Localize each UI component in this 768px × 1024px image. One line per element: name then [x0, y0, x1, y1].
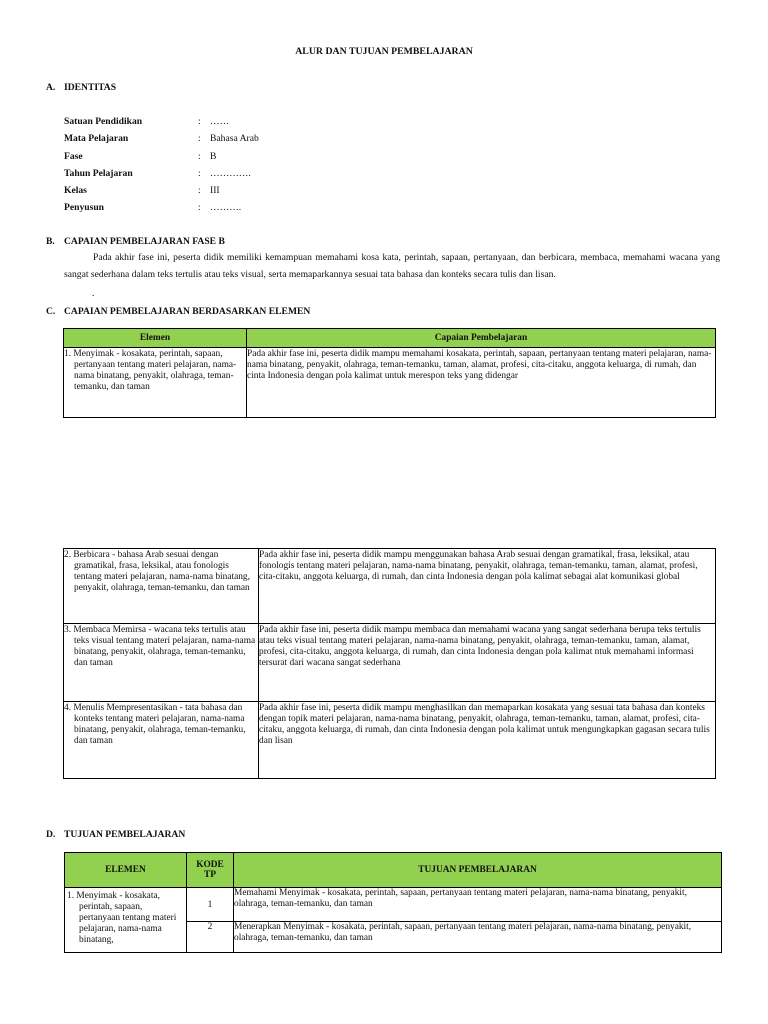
section-c-letter: C.: [46, 306, 56, 317]
header-capaian: Capaian Pembelajaran: [247, 329, 716, 348]
capaian-elemen-table-2: [63, 548, 716, 779]
table-row: [64, 549, 716, 624]
table-row: [64, 624, 716, 702]
identity-colon: :: [198, 133, 201, 144]
identity-value: III: [210, 185, 220, 196]
section-a-title: IDENTITAS: [64, 82, 117, 93]
header-elemen: ELEMEN: [65, 853, 187, 888]
header-elemen: Elemen: [64, 329, 247, 348]
identity-colon: :: [198, 151, 201, 162]
identity-label: Penyusun: [64, 202, 104, 213]
identity-value: ……: [210, 116, 230, 127]
elemen-cell: 2. Berbicara - bahasa Arab sesuai dengan gramatikal, frasa, leksikal, atau fonologis tentang materi pelajaran, nama-nama binatang, penyakit, olahraga, teman-temanku, dan taman: [64, 549, 259, 624]
elemen-cell: 4. Menulis Mempresentasikan - tata bahasa dan konteks tentang materi pelajaran, nama-nama binatang, penyakit, olahraga, teman-temanku, dan taman: [64, 702, 259, 779]
tujuan-cell: Menerapkan Menyimak - kosakata, perintah, sapaan, pertanyaan tentang materi pelajaran, nama-nama binatang, penyakit, olahraga, teman-temanku, dan taman: [234, 922, 722, 953]
capaian-cell: Pada akhir fase ini, peserta didik mampu membaca dan memahami wacana yang sangat sederhana berupa teks tertulis atau teks visual tentang materi pelajaran, nama-nama binatang, penyakit, olahraga, teman-temanku, taman, alamat, profesi, cita-citaku, anggota keluarga, di rumah, dan cinta Indonesia dengan pola kalimat ntuk memahami informasi tersurat dari wacana sangat sederhana: [259, 624, 716, 702]
identity-label: Kelas: [64, 185, 87, 196]
identity-colon: :: [198, 116, 201, 127]
elemen-cell: 1. Menyimak - kosakata, perintah, sapaan, pertanyaan tentang materi pelajaran, nama-nama binatang, penyakit, olahraga, teman-temanku, dan taman: [64, 348, 247, 418]
identity-label: Fase: [64, 151, 83, 162]
header-tujuan: TUJUAN PEMBELAJARAN: [234, 853, 722, 888]
table-row: [64, 348, 716, 418]
capaian-elemen-table-1: [63, 328, 716, 418]
identity-label: Mata Pelajaran: [64, 133, 129, 144]
tujuan-cell: Memahami Menyimak - kosakata, perintah, sapaan, pertanyaan tentang materi pelajaran, nama-nama binatang, penyakit, olahraga, teman-temanku, dan taman: [234, 888, 722, 922]
tp-elemen-cell: 1. Menyimak - kosakata, perintah, sapaan, pertanyaan tentang materi pelajaran, nama-nama binatang,: [65, 888, 187, 953]
kode-tp-cell: 1: [187, 888, 234, 922]
identity-colon: :: [198, 185, 201, 196]
table-row: [65, 888, 722, 922]
identity-value: ………….: [210, 168, 251, 179]
stray-dot: .: [92, 288, 95, 299]
section-a-letter: A.: [46, 82, 56, 93]
section-b-letter: B.: [46, 236, 55, 247]
table-row: [64, 702, 716, 779]
section-d-title: TUJUAN PEMBELAJARAN: [64, 829, 186, 840]
identity-value: Bahasa Arab: [210, 133, 259, 144]
section-b-title: CAPAIAN PEMBELAJARAN FASE B: [64, 236, 225, 247]
document-title: ALUR DAN TUJUAN PEMBELAJARAN: [295, 46, 473, 57]
capaian-cell: Pada akhir fase ini, peserta didik mampu menghasilkan dan memaparkan kosakata yang sesuai tata bahasa dan konteks dengan topik materi pelajaran, nama-nama binatang, penyakit, olahraga, teman-temanku, taman, alamat, profesi, cita-citaku, anggota keluarga, di rumah, dan cinta Indonesia dengan pola kalimat untuk mengungkapkan gagasan secara tulis dan lisan: [259, 702, 716, 779]
identity-colon: :: [198, 202, 201, 213]
elemen-cell: 3. Membaca Memirsa - wacana teks tertulis atau teks visual tentang materi pelajaran, nama-nama binatang, penyakit, olahraga, teman-temanku, dan taman: [64, 624, 259, 702]
identity-value: ……….: [210, 202, 242, 213]
tujuan-pembelajaran-table: [64, 852, 722, 953]
section-c-title: CAPAIAN PEMBELAJARAN BERDASARKAN ELEMEN: [64, 306, 311, 317]
capaian-paragraph: [64, 249, 720, 283]
identity-label: Satuan Pendidikan: [64, 116, 143, 127]
identity-label: Tahun Pelajaran: [64, 168, 133, 179]
capaian-paragraph-text: Pada akhir fase ini, peserta didik memiliki kemampuan memahami kosa kata, perintah, sapaan, pertanyaan, dan berbicara, membaca, memahami wacana yang sangat sederhana dalam teks tertulis atau teks visual, serta memaparkannya sesuai tata bahasa dan konteks secara tulis dan lisan.: [64, 252, 720, 280]
header-kode: KODE: [196, 860, 224, 870]
capaian-cell: Pada akhir fase ini, peserta didik mampu memahami kosakata, perintah, sapaan, pertanyaan tentang materi pelajaran, nama-nama binatang, penyakit, olahraga, teman-temanku, taman, alamat, profesi, cita-citaku, anggota keluarga, di rumah, dan cinta Indonesia dengan pola kalimat untuk merespon teks yang didengar: [247, 348, 716, 418]
header-tp: TP: [204, 870, 216, 880]
section-d-letter: D.: [46, 829, 56, 840]
header-kode-tp: [187, 853, 234, 888]
capaian-cell: Pada akhir fase ini, peserta didik mampu menggunakan bahasa Arab sesuai dengan gramatikal, frasa, leksikal, atau fonologis tentang materi pelajaran, nama-nama binatang, penyakit, olahraga, teman-temanku, taman, alamat, profesi, cita-citaku, anggota keluarga, di rumah, dan cinta Indonesia dengan pola kalimat sebagai alat komunikasi global: [259, 549, 716, 624]
kode-tp-cell: 2: [187, 922, 234, 953]
identity-colon: :: [198, 168, 201, 179]
identity-value: B: [210, 151, 217, 162]
